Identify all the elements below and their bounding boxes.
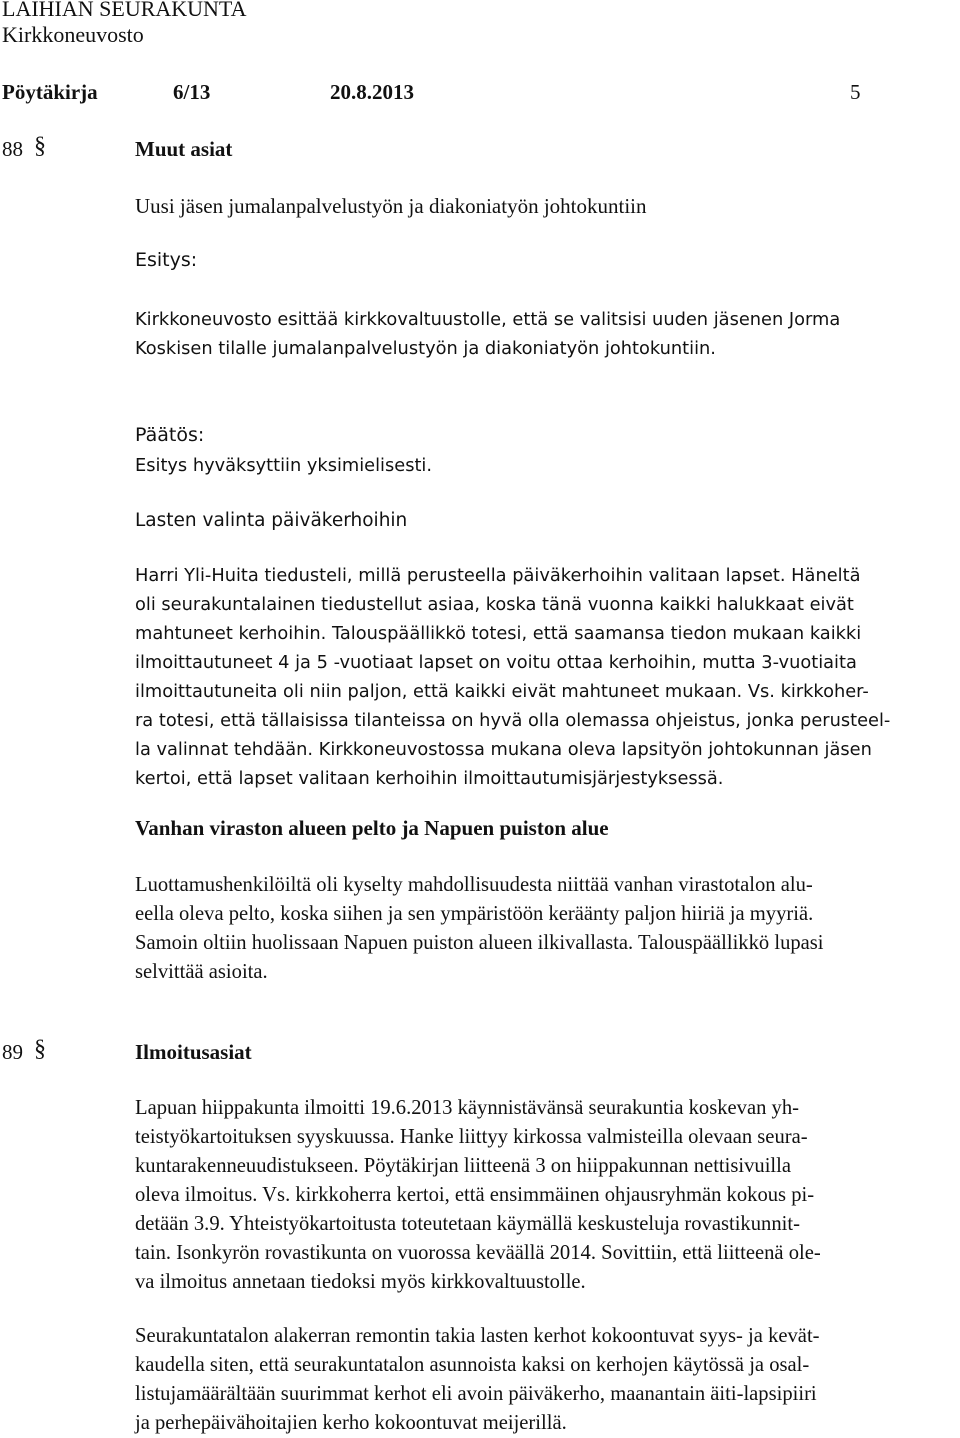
document-number: 6/13 — [173, 80, 211, 104]
document-type: Pöytäkirja — [2, 80, 98, 104]
paragraph-line: ra totesi, että tällaisissa tilanteissa on hyvä olla olemassa ohjeistus, jonka perusteel- — [135, 710, 891, 731]
document-date: 20.8.2013 — [330, 80, 414, 104]
paragraph-line: oleva ilmoitus. Vs. kirkkoherra kertoi, että ensimmäinen ohjausryhmän kokous pi- — [135, 1184, 815, 1206]
paragraph-line: ilmoittautuneet 4 ja 5 -vuotiaat lapset on voitu ottaa kerhoihin, mutta 3-vuotiaita — [135, 652, 857, 673]
paatos-text: Esitys hyväksyttiin yksimielisesti. — [135, 455, 433, 476]
section-88-number: 88 — [2, 137, 23, 161]
organization-name: LAIHIAN SEURAKUNTA — [2, 0, 247, 21]
paragraph-line: kaudella siten, että seurakuntatalon asunnoista kaksi on kerhojen käytössä ja osal- — [135, 1354, 810, 1376]
section-sign-icon: § — [34, 1036, 46, 1062]
esitys-label: Esitys: — [135, 249, 198, 271]
paatos-label: Päätös: — [135, 424, 205, 446]
paragraph-line: Seurakuntatalon alakerran remontin takia lasten kerhot kokoontuvat syys- ja kevät- — [135, 1325, 820, 1347]
paragraph-line: kuntarakenneuudistukseen. Pöytäkirjan liitteenä 3 on hiippakunnan nettisivuilla — [135, 1155, 791, 1177]
page-number: 5 — [850, 80, 861, 104]
paragraph-line: Lapuan hiippakunta ilmoitti 19.6.2013 käynnistävänsä seurakuntia koskevan yh- — [135, 1097, 800, 1119]
paragraph-line: tain. Isonkyrön rovastikunta on vuorossa keväällä 2014. Sovittiin, että liitteenä ole- — [135, 1242, 821, 1264]
item-2-title: Lasten valinta päiväkerhoihin — [135, 510, 408, 531]
paragraph-line: oli seurakuntalainen tiedustellut asiaa, koska tänä vuonna kaikki halukkaat eivät — [135, 594, 854, 615]
paragraph-line: detään 3.9. Yhteistyökartoitusta toteutetaan käymällä keskusteluja rovastikunnit- — [135, 1213, 800, 1235]
section-89-number: 89 — [2, 1040, 23, 1064]
paragraph-line: Koskisen tilalle jumalanpalvelustyön ja diakoniatyön johtokuntiin. — [135, 338, 716, 359]
paragraph-line: selvittää asioita. — [135, 961, 268, 983]
item-3-paragraph — [135, 871, 824, 987]
paragraph-line: kertoi, että lapset valitaan kerhoihin ilmoittautumisjärjestyksessä. — [135, 768, 724, 789]
body-name: Kirkkoneuvosto — [2, 22, 144, 47]
section-sign-icon: § — [34, 133, 46, 159]
paragraph-line: Luottamushenkilöiltä oli kyselty mahdollisuudesta niittää vanhan virastotalon alu- — [135, 874, 813, 896]
section-88-title: Muut asiat — [135, 137, 233, 161]
paragraph-line: Samoin oltiin huolissaan Napuen puiston alueen ilkivallasta. Talouspäällikkö lupasi — [135, 932, 824, 954]
item-2-paragraph — [135, 561, 890, 793]
paragraph-line: mahtuneet kerhoihin. Talouspäällikkö totesi, että saamansa tiedon mukaan kaikki — [135, 623, 862, 644]
section-89-paragraph-2 — [135, 1322, 820, 1438]
item-1-title: Uusi jäsen jumalanpalvelustyön ja diakoniatyön johtokuntiin — [135, 194, 647, 218]
paragraph-line: Kirkkoneuvosto esittää kirkkovaltuustolle, että se valitsisi uuden jäsenen Jorma — [135, 309, 841, 330]
paragraph-line: ilmoittautuneita oli niin paljon, että kaikki eivät mahtuneet mukaan. Vs. kirkkoher- — [135, 681, 869, 702]
paragraph-line: va ilmoitus annetaan tiedoksi myös kirkkovaltuustolle. — [135, 1271, 586, 1293]
paragraph-line: ja perhepäivähoitajien kerho kokoontuvat meijerillä. — [135, 1412, 567, 1434]
item-3-title: Vanhan viraston alueen pelto ja Napuen puiston alue — [135, 816, 609, 840]
paragraph-line: teistyökartoituksen syyskuussa. Hanke liittyy kirkossa valmisteilla olevaan seura- — [135, 1126, 808, 1148]
paragraph-line: listujamäärältään suurimmat kerhot eli avoin päiväkerho, maanantain äiti-lapsipiiri — [135, 1383, 817, 1405]
paragraph-line: Harri Yli-Huita tiedusteli, millä perusteella päiväkerhoihin valitaan lapset. Häneltä — [135, 565, 861, 586]
paragraph-line: eella oleva pelto, koska siihen ja sen ympäristöön keräänty paljon hiiriä ja myyriä. — [135, 903, 814, 925]
section-89-paragraph-1 — [135, 1094, 821, 1297]
paragraph-line: la valinnat tehdään. Kirkkoneuvostossa mukana oleva lapsityön johtokunnan jäsen — [135, 739, 872, 760]
esitys-paragraph — [135, 305, 840, 363]
section-89-title: Ilmoitusasiat — [135, 1040, 252, 1064]
